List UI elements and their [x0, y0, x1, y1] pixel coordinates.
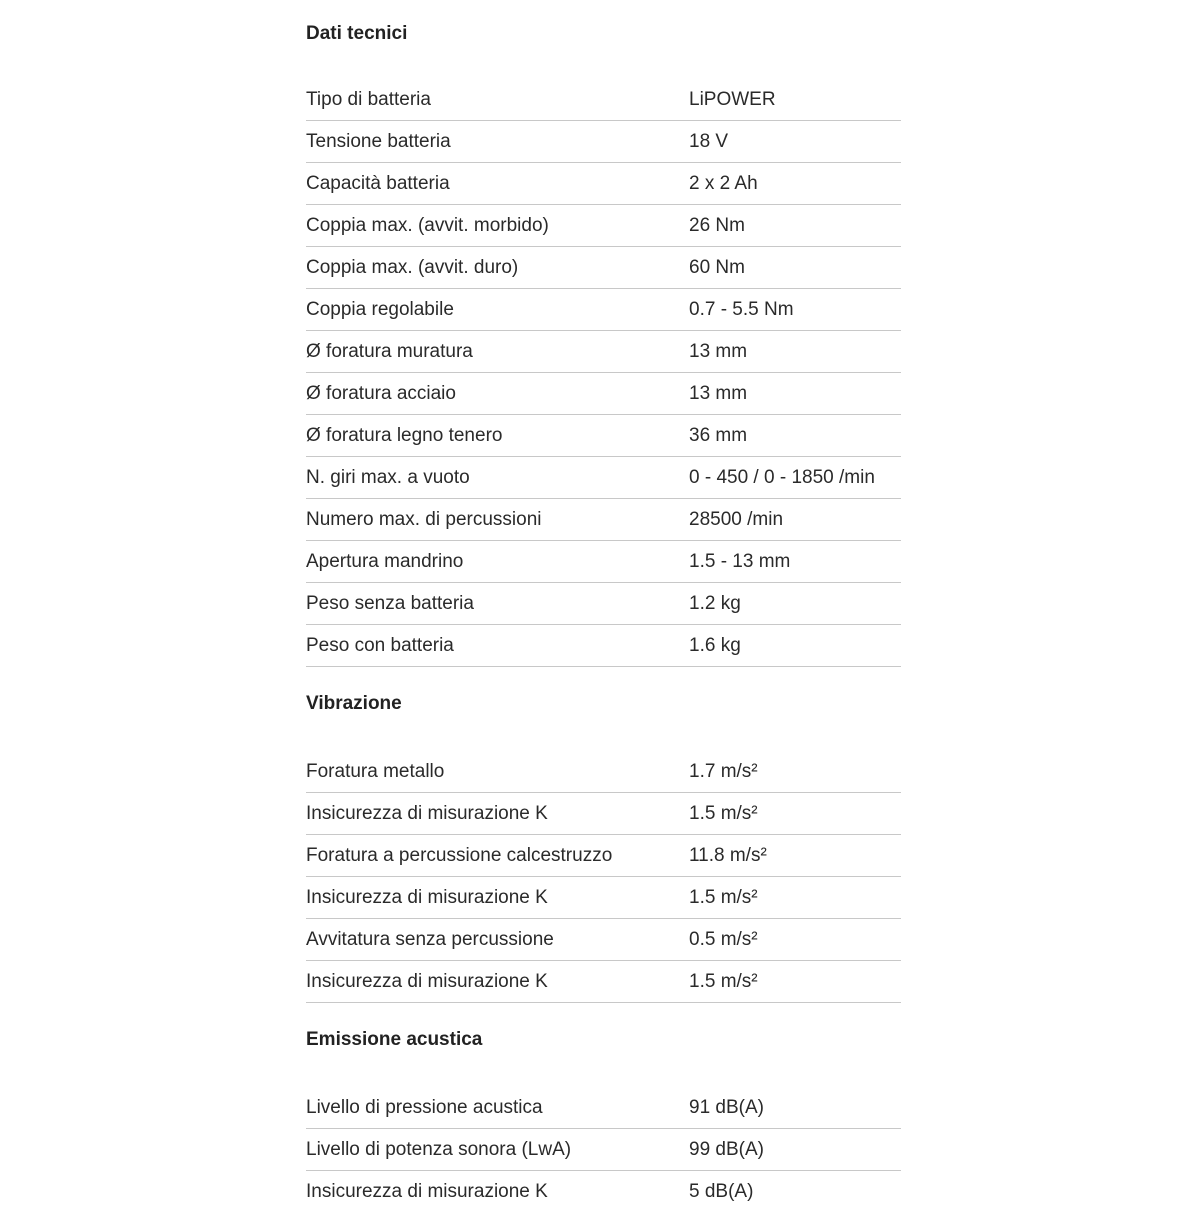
spec-value: 28500 /min [689, 499, 901, 541]
spec-label: N. giri max. a vuoto [306, 457, 689, 499]
spec-value: 1.2 kg [689, 583, 901, 625]
spec-label: Insicurezza di misurazione K [306, 1171, 689, 1212]
section-noise-emission [306, 1003, 901, 1212]
spec-label: Peso senza batteria [306, 583, 689, 625]
table-row [306, 121, 901, 163]
section-vibration [306, 667, 901, 1003]
spec-label: Ø foratura legno tenero [306, 415, 689, 457]
spec-label: Peso con batteria [306, 625, 689, 667]
spec-label: Capacità batteria [306, 163, 689, 205]
spec-table [306, 751, 901, 1003]
table-row [306, 331, 901, 373]
section-title: Emissione acustica [306, 1028, 901, 1052]
table-row [306, 625, 901, 667]
table-row [306, 1129, 901, 1171]
spec-value: 1.6 kg [689, 625, 901, 667]
spec-value: 11.8 m/s² [689, 835, 901, 877]
spec-value: 1.5 m/s² [689, 877, 901, 919]
spec-value: 13 mm [689, 331, 901, 373]
table-row [306, 163, 901, 205]
table-row [306, 541, 901, 583]
table-row [306, 457, 901, 499]
spec-label: Foratura metallo [306, 751, 689, 793]
spec-label: Ø foratura acciaio [306, 373, 689, 415]
spec-label: Livello di pressione acustica [306, 1087, 689, 1129]
table-row [306, 835, 901, 877]
spec-value: 18 V [689, 121, 901, 163]
spec-value: 1.5 m/s² [689, 961, 901, 1003]
section-technical-data [306, 0, 901, 667]
spec-value: 26 Nm [689, 205, 901, 247]
spec-value: 0 - 450 / 0 - 1850 /min [689, 457, 901, 499]
spec-label: Tensione batteria [306, 121, 689, 163]
spec-label: Apertura mandrino [306, 541, 689, 583]
spec-value: 1.7 m/s² [689, 751, 901, 793]
table-row [306, 793, 901, 835]
spec-label: Insicurezza di misurazione K [306, 961, 689, 1003]
spec-label: Ø foratura muratura [306, 331, 689, 373]
spec-label: Coppia max. (avvit. morbido) [306, 205, 689, 247]
table-row [306, 499, 901, 541]
spec-label: Coppia regolabile [306, 289, 689, 331]
spec-value: 91 dB(A) [689, 1087, 901, 1129]
spec-label: Livello di potenza sonora (LwA) [306, 1129, 689, 1171]
spec-value: 0.5 m/s² [689, 919, 901, 961]
spec-sheet [306, 0, 901, 1212]
table-row [306, 79, 901, 121]
spec-label: Avvitatura senza percussione [306, 919, 689, 961]
table-row [306, 1171, 901, 1212]
spec-value: 60 Nm [689, 247, 901, 289]
spec-table [306, 79, 901, 667]
table-row [306, 289, 901, 331]
table-row [306, 583, 901, 625]
table-row [306, 751, 901, 793]
spec-value: 5 dB(A) [689, 1171, 901, 1212]
table-row [306, 247, 901, 289]
table-row [306, 415, 901, 457]
spec-value: LiPOWER [689, 79, 901, 121]
table-row [306, 919, 901, 961]
spec-value: 0.7 - 5.5 Nm [689, 289, 901, 331]
spec-value: 36 mm [689, 415, 901, 457]
spec-value: 99 dB(A) [689, 1129, 901, 1171]
spec-table [306, 1087, 901, 1212]
spec-value: 13 mm [689, 373, 901, 415]
table-row [306, 961, 901, 1003]
spec-value: 2 x 2 Ah [689, 163, 901, 205]
spec-label: Numero max. di percussioni [306, 499, 689, 541]
spec-label: Foratura a percussione calcestruzzo [306, 835, 689, 877]
spec-label: Coppia max. (avvit. duro) [306, 247, 689, 289]
section-title: Vibrazione [306, 692, 901, 716]
spec-label: Insicurezza di misurazione K [306, 793, 689, 835]
table-row [306, 1087, 901, 1129]
spec-value: 1.5 - 13 mm [689, 541, 901, 583]
spec-label: Tipo di batteria [306, 79, 689, 121]
table-row [306, 373, 901, 415]
table-row [306, 205, 901, 247]
table-row [306, 877, 901, 919]
spec-value: 1.5 m/s² [689, 793, 901, 835]
section-title: Dati tecnici [306, 22, 901, 46]
spec-label: Insicurezza di misurazione K [306, 877, 689, 919]
